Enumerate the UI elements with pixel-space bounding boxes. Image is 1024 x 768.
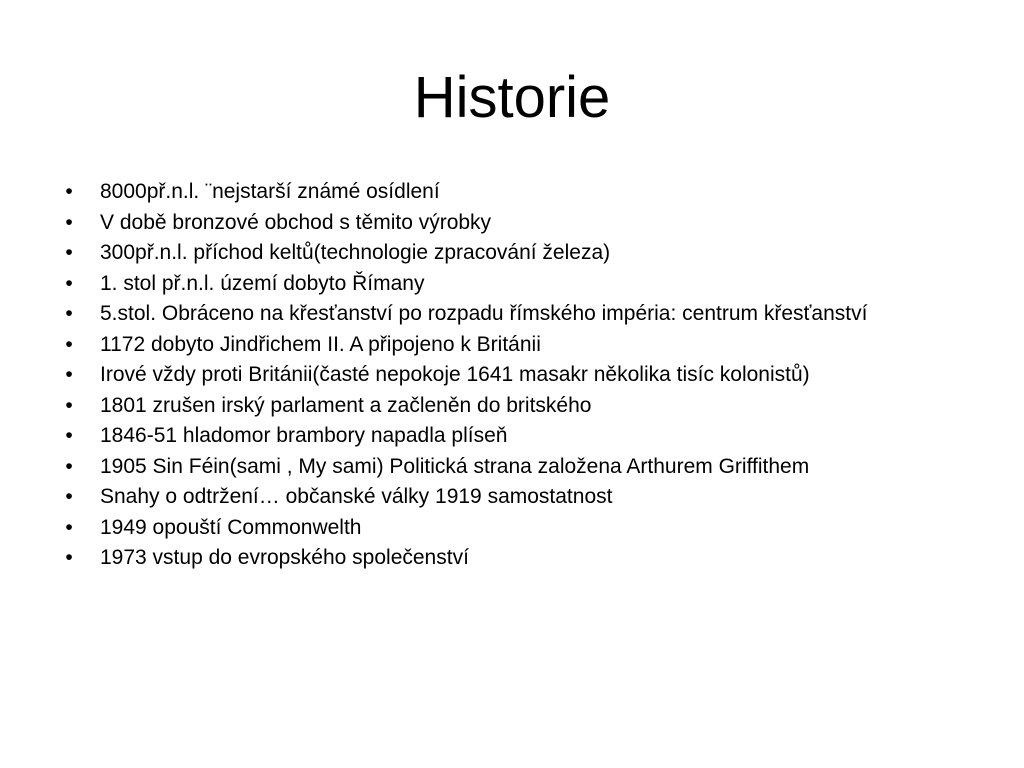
bullet-text: 1. stol př.n.l. území dobyto Římany [100, 271, 425, 295]
bullet-item [62, 516, 942, 540]
bullet-text: 1801 zrušen irský parlament a začleněn do britského [100, 393, 592, 417]
bullet-icon: • [65, 546, 73, 569]
bullet-icon: • [65, 332, 73, 356]
bullet-text: 1846-51 hladomor brambory napadla plíseň [100, 424, 508, 447]
bullet-item [62, 241, 942, 265]
bullet-item [62, 363, 942, 387]
bullet-icon: • [65, 271, 73, 295]
bullet-text: Snahy o odtržení… občanské války 1919 samostatnost [100, 485, 613, 508]
bullet-icon: • [65, 515, 73, 539]
bullet-icon: • [65, 363, 73, 386]
bullet-list [62, 180, 942, 577]
bullet-item [62, 211, 942, 235]
bullet-icon: • [65, 302, 73, 325]
bullet-text: 8000př.n.l. ¨nejstarší známé osídlení [100, 180, 440, 203]
bullet-item [62, 180, 942, 204]
bullet-icon: • [65, 210, 73, 234]
bullet-icon: • [65, 454, 73, 478]
bullet-text: 5.stol. Obráceno na křesťanství po rozpadu římského impéria: centrum křesťanství [100, 302, 868, 325]
bullet-icon: • [65, 393, 73, 417]
bullet-icon: • [65, 485, 73, 508]
bullet-item [62, 424, 942, 448]
bullet-item [62, 333, 942, 357]
bullet-text: 1172 dobyto Jindřichem II. A připojeno k Británii [100, 332, 541, 356]
bullet-text: V době bronzové obchod s těmito výrobky [100, 210, 492, 234]
bullet-text: 1973 vstup do evropského společenství [100, 546, 469, 569]
bullet-item [62, 485, 942, 509]
bullet-item [62, 455, 942, 479]
slide-title: Historie [413, 65, 611, 130]
bullet-item [62, 546, 942, 570]
bullet-text: 300př.n.l. příchod keltů(technologie zpracování železa) [100, 241, 611, 264]
bullet-icon: • [65, 241, 73, 264]
bullet-text: 1949 opouští Commonwelth [100, 515, 362, 539]
bullet-text: 1905 Sin Féin(sami , My sami) Politická strana založena Arthurem Griffithem [100, 454, 810, 478]
bullet-text: Irové vždy proti Británii(časté nepokoje 1641 masakr několika tisíc kolonistů) [100, 363, 810, 386]
bullet-item [62, 302, 942, 326]
bullet-icon: • [65, 424, 73, 447]
bullet-item [62, 272, 942, 296]
bullet-item [62, 394, 942, 418]
bullet-icon: • [65, 180, 73, 203]
